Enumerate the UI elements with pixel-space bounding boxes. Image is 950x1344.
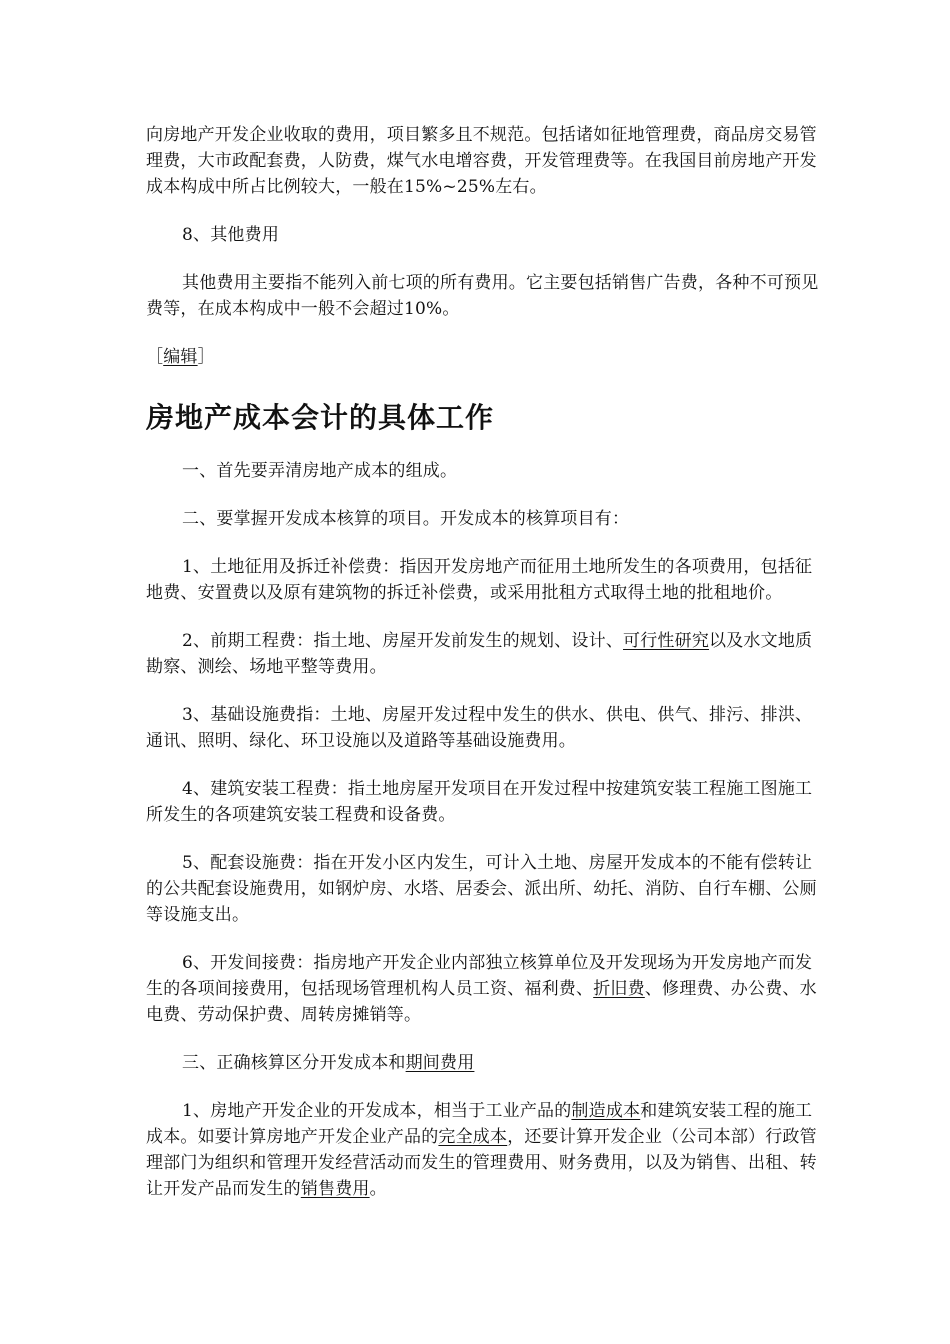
other-costs-paragraph: 其他费用主要指不能列入前七项的所有费用。它主要包括销售广告费，各种不可预见费等，在成本构成中一般不会超过10%。 <box>146 273 819 319</box>
edit-link-wrapper <box>146 344 826 370</box>
cost-item-6-text-b: 、修理费、办公费、水电费、劳动保护费、周转房摊销等。 <box>146 979 817 1025</box>
step-3 <box>146 1050 826 1076</box>
step-3-item-1-text-b: 和建筑安装工程的施工成本。如要计算房地产开发企业产品的 <box>146 1101 813 1147</box>
edit-bracket-close: ］ <box>197 347 215 367</box>
section-title: 房地产成本会计的具体工作 <box>146 401 495 434</box>
document-body <box>146 122 826 1202</box>
feasibility-study-link[interactable]: 可行性研究 <box>623 631 710 651</box>
cost-item-6-text-a: 6、开发间接费：指房地产开发企业内部独立核算单位及开发现场为开发房地产而发生的各项间接费用，包括现场管理机构人员工资、福利费、 <box>146 953 813 999</box>
step-3-item-1-text-d: 。 <box>369 1179 387 1199</box>
full-cost-link[interactable]: 完全成本 <box>438 1127 508 1147</box>
edit-bracket-open: ［ <box>146 347 164 367</box>
item-8-heading: 8、其他费用 <box>182 225 280 245</box>
cost-item-1: 1、土地征用及拆迁补偿费：指因开发房地产而征用土地所发生的各项费用，包括征地费、安置费以及原有建筑物的拆迁补偿费，或采用批租方式取得土地的批租地价。 <box>146 557 813 603</box>
cost-item-4: 4、建筑安装工程费：指土地房屋开发项目在开发过程中按建筑安装工程施工图施工所发生的各项建筑安装工程费和设备费。 <box>146 779 813 825</box>
intro-paragraph: 向房地产开发企业收取的费用，项目繁多且不规范。包括诸如征地管理费，商品房交易管理费，大市政配套费，人防费，煤气水电增容费，开发管理费等。在我国目前房地产开发成本构成中所占比例较大，一般在15%~25%左右。 <box>146 125 817 197</box>
depreciation-link[interactable]: 折旧费 <box>593 979 645 999</box>
cost-item-5: 5、配套设施费：指在开发小区内发生，可计入土地、房屋开发成本的不能有偿转让的公共配套设施费用，如钢炉房、水塔、居委会、派出所、幼托、消防、自行车棚、公厕等设施支出。 <box>146 853 817 925</box>
edit-link[interactable]: 编辑 <box>163 347 198 367</box>
cost-item-2-text-a: 2、前期工程费：指土地、房屋开发前发生的规划、设计、 <box>182 631 624 651</box>
step-2: 二、要掌握开发成本核算的项目。开发成本的核算项目有： <box>182 509 630 529</box>
step-3-item-1 <box>146 1098 826 1202</box>
step-3-item-1-text-a: 1、房地产开发企业的开发成本，相当于工业产品的 <box>182 1101 572 1121</box>
manufacturing-cost-link[interactable]: 制造成本 <box>571 1101 641 1121</box>
step-1: 一、首先要弄清房地产成本的组成。 <box>182 461 458 481</box>
step-3-item-1-text-c: ，还要计算开发企业（公司本部）行政管理部门为组织和管理开发经营活动而发生的管理费用、财务费用，以及为销售、出租、转让开发产品而发生的 <box>146 1127 817 1199</box>
cost-item-3: 3、基础设施费指：土地、房屋开发过程中发生的供水、供电、供气、排污、排洪、通讯、照明、绿化、环卫设施以及道路等基础设施费用。 <box>146 705 813 751</box>
cost-item-6 <box>146 950 826 1028</box>
cost-item-2-text-b: 以及水文地质勘察、测绘、场地平整等费用。 <box>146 631 813 677</box>
period-expense-link[interactable]: 期间费用 <box>405 1053 475 1073</box>
step-3-text: 三、正确核算区分开发成本和 <box>182 1053 406 1073</box>
cost-item-2 <box>146 628 826 680</box>
sales-expense-link[interactable]: 销售费用 <box>300 1179 370 1199</box>
